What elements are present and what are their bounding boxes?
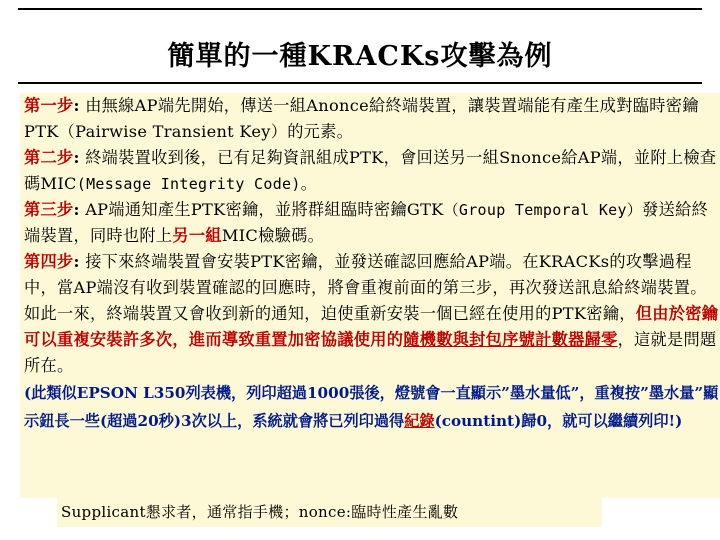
step-colon: : — [73, 252, 80, 271]
step-text: MIC檢驗碼。 — [221, 226, 325, 245]
step-colon: : — [73, 96, 80, 115]
step-3 — [20, 197, 720, 249]
content-box — [20, 93, 720, 498]
page-title: 簡單的一種KRACKs攻擊為例 — [167, 41, 553, 72]
step-colon: : — [73, 148, 80, 167]
step-text: 接下來終端裝置會安裝PTK密鑰，並發送確認回應給AP端。在KRACKs的攻擊過程中，當AP端沒有收到裝置確認的回應時，將會重複前面的第三步，再次發送訊息給終端裝置。如此一來，終端裝置又會收到新的通知，迫使重新安裝一個已經在使用的PTK密鑰， — [24, 252, 707, 323]
step-text: 由無線AP端先開始，傳送一組Anonce給終端裝置，讓裝置端能有產生成對臨時密鑰PTK（ — [24, 96, 699, 141]
step-colon: : — [73, 200, 80, 219]
title-divider — [18, 82, 702, 84]
step-text: 發送給終端裝置，同時也附上 — [24, 200, 709, 245]
step-text: Pairwise Transient Key — [75, 122, 271, 141]
step-text: ，這就是問題所在。 — [24, 330, 717, 375]
step-text: ）的元素。 — [270, 122, 354, 141]
footer-note: Supplicant懇求者，通常指手機；nonce:臨時性產生亂數 — [57, 497, 602, 527]
step-text: （Group Temporal Key） — [443, 201, 643, 219]
step-text: 終端裝置收到後，已有足夠資訊組成PTK，會回送另一組Snonce給AP端，並附上檢查碼MIC — [24, 148, 717, 193]
top-divider — [18, 8, 702, 10]
highlight-text: 隨機數與封包序號計數器歸零 — [403, 330, 618, 349]
step-label: 第一步 — [24, 96, 74, 115]
step-2 — [20, 145, 720, 197]
printer-note — [20, 379, 720, 435]
step-text: AP端通知產生PTK密鑰，並將群組臨時密鑰GTK — [79, 200, 444, 219]
step-text: 。 — [300, 174, 318, 193]
note-text: (countint)歸0，就可以繼續列印!) — [434, 412, 683, 430]
note-text: (此類似EPSON L350列表機，列印超過1000張後，燈號會一直顯示”墨水量低”，重複按”墨水量”顯示鈕長一些(超過20秒)3次以上，系統就會將已列印過得 — [24, 384, 719, 430]
highlight-text: 但由於密鑰可以重複安裝許多次，進而導致重置加密協議使用的 — [24, 304, 719, 349]
step-label: 第四步 — [24, 252, 74, 271]
step-label: 第二步 — [24, 148, 74, 167]
step-4 — [20, 249, 720, 379]
highlight-text: 另一組 — [172, 226, 222, 245]
note-highlight: 紀錄 — [404, 412, 435, 430]
step-text: (Message Integrity Code) — [76, 175, 301, 193]
step-1 — [20, 93, 720, 145]
step-label: 第三步 — [24, 200, 74, 219]
